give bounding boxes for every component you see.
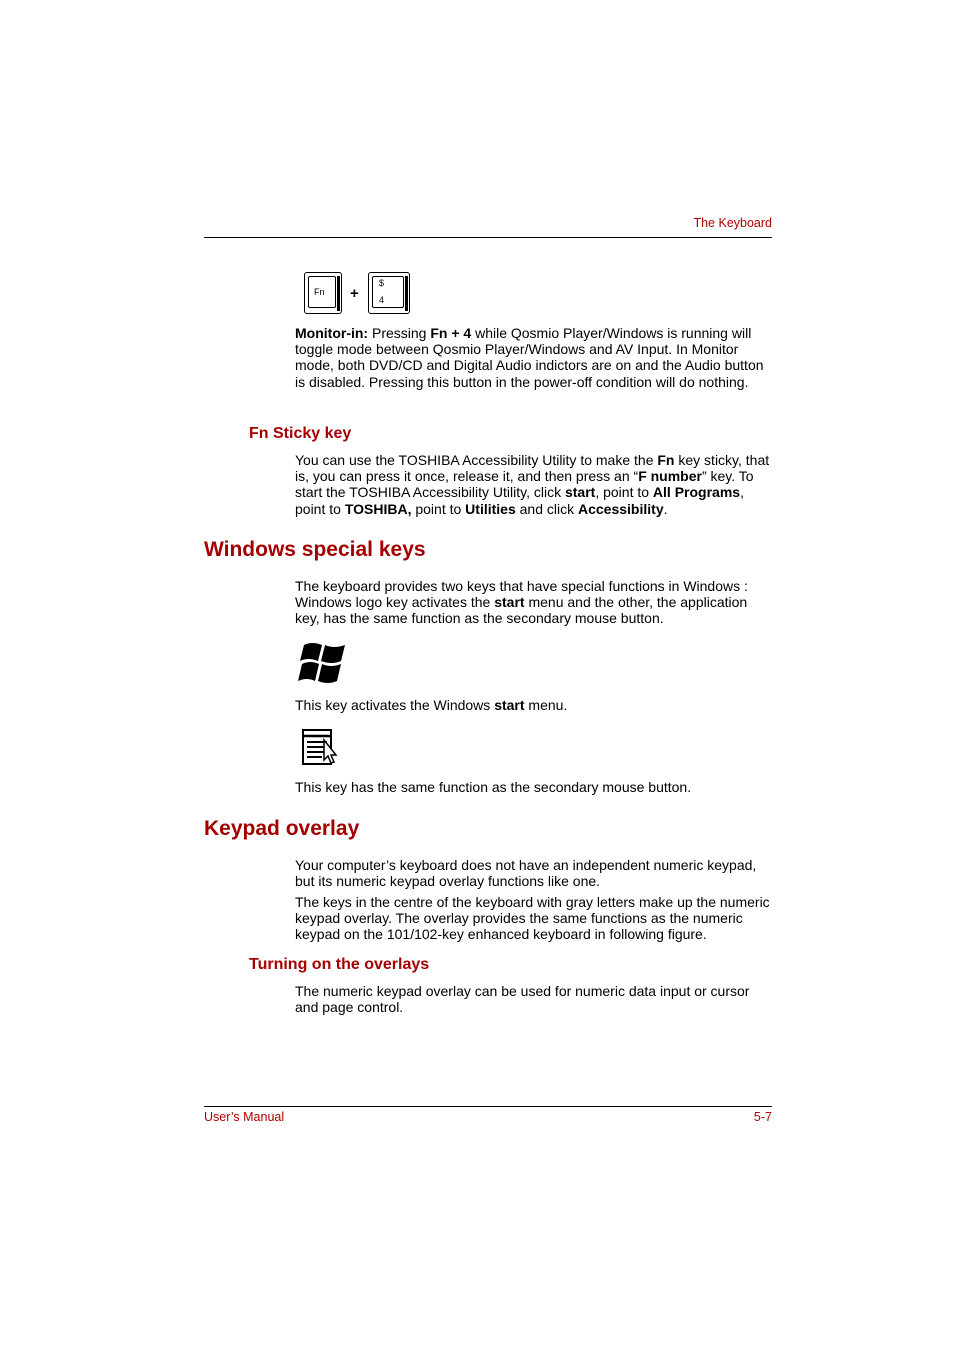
monitor-in-label: Monitor-in: [295,325,369,341]
application-key-description: This key has the same function as the secondary mouse button. [295,779,692,795]
turning-on-overlays-paragraph: The numeric keypad overlay can be used for numeric data input or cursor and page control. [295,983,750,1016]
keypad-overlay-paragraph-1: Your computer’s keyboard does not have an independent numeric keypad, but its numeric keypad overlay functions like one. [295,857,757,890]
keypad-overlay-paragraph-2: The keys in the centre of the keyboard with gray letters make up the numeric keypad overlay. The overlay provides the same functions as the numeric keypad on the 101/102-key enhanced keyboard in following figure. [295,894,770,943]
plus-sign: + [350,285,359,302]
monitor-in-paragraph: Monitor-in: Pressing Fn + 4 while Qosmio Player/Windows is running will toggle mode between Qosmio Player/Windows and AV Input. In Monitor mode, both DVD/CD and Digital Audio indictors are on and the Audio button is disabled. Pressing this button in the power-off condition will do nothing. [295,325,764,390]
application-key-icon [300,727,340,767]
windows-key-description: This key activates the Windows start menu. [295,697,568,713]
monitor-in-keys: Fn + 4 [430,325,472,341]
fn-key-label: Fn [314,287,325,297]
fn-sticky-paragraph: You can use the TOSHIBA Accessibility Utility to make the Fn key sticky, that is, you can press it once, release it, and then press an “F number” key. To start the TOSHIBA Accessibility Utility, click start, point to All Programs, point to TOSHIBA, point to Utilities and click Accessibility. [295,452,770,517]
keypad-overlay-heading: Keypad overlay [204,817,360,840]
header-rule [204,237,772,238]
windows-logo-icon [298,642,346,686]
footer-rule [204,1106,772,1107]
four-key-icon [368,272,410,314]
page-number: 5-7 [753,1110,772,1124]
windows-special-keys-heading: Windows special keys [204,538,426,561]
windows-keys-intro: The keyboard provides two keys that have special functions in Windows : Windows logo key activates the start menu and the other, the application key, has the same function as the secondary mouse button. [295,578,748,627]
four-key-bottom-label: 4 [379,295,385,305]
turning-on-overlays-heading: Turning on the overlays [249,956,430,973]
four-key-top-label: $ [379,278,385,288]
fn-key-icon [304,272,342,314]
footer-manual-title: User’s Manual [204,1110,285,1124]
running-header: The Keyboard [693,216,772,230]
fn-sticky-heading: Fn Sticky key [249,425,352,442]
